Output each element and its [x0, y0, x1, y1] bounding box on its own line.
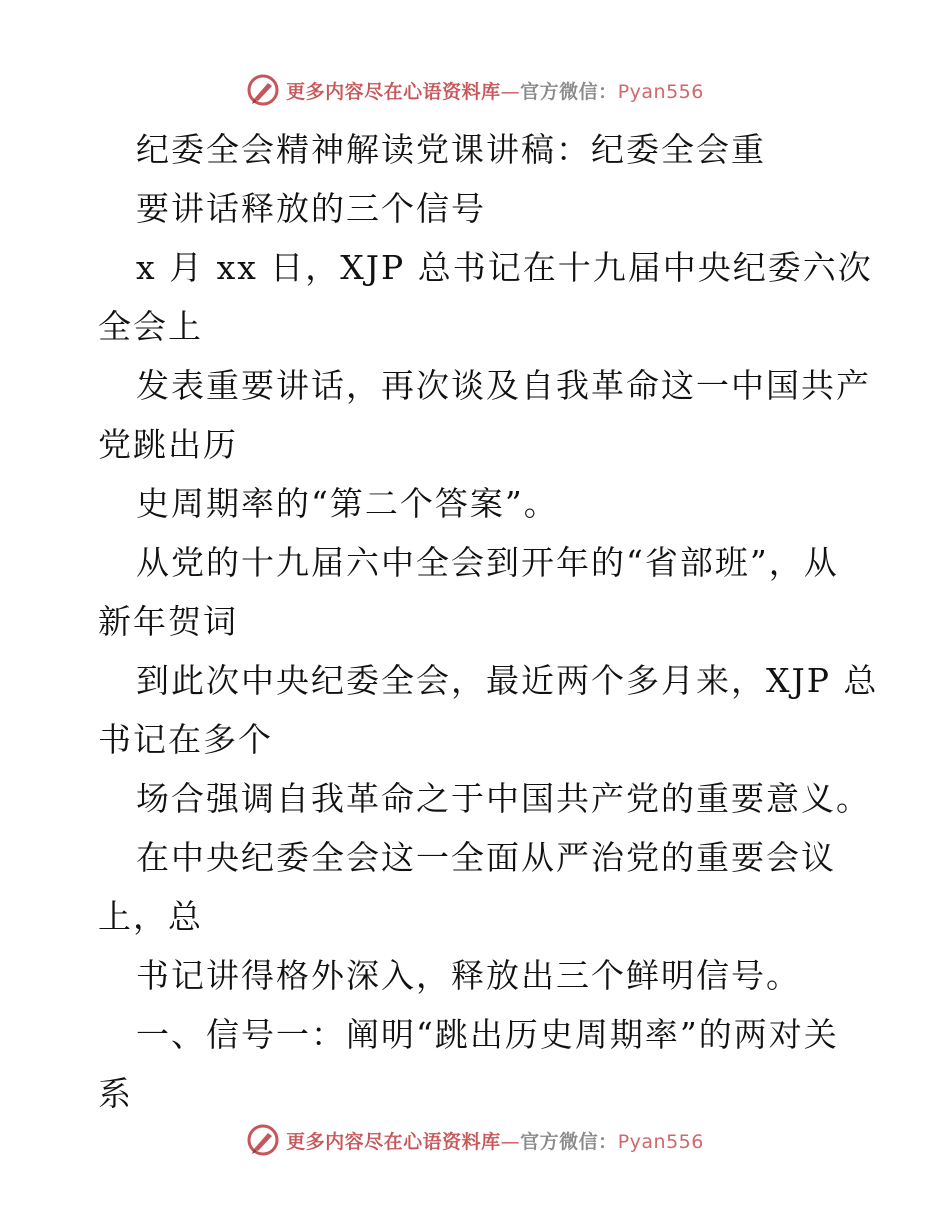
- footer-banner: [0, 1120, 950, 1160]
- banner-text: 更多内容尽在心语资料库—官方微信：Pyan556: [286, 80, 704, 103]
- text-line: 新年贺词: [98, 602, 238, 641]
- text-line: 一、信号一：阐明“跳出历史周期率”的两对关: [136, 1015, 839, 1054]
- text-line: 要讲话释放的三个信号: [136, 189, 486, 228]
- pen-logo-icon: [246, 73, 280, 107]
- text-line: 纪委全会精神解读党课讲稿：纪委全会重: [136, 130, 766, 169]
- text-line: 在中央纪委全会这一全面从严治党的重要会议: [136, 838, 836, 877]
- text-line: 史周期率的“第二个答案”。: [136, 484, 559, 523]
- text-line: 从党的十九届六中全会到开年的“省部班”，从: [136, 543, 839, 582]
- text-line: 场合强调自我革命之于中国共产党的重要意义。: [136, 779, 871, 818]
- banner-text: 更多内容尽在心语资料库—官方微信：Pyan556: [286, 1130, 704, 1153]
- text-line: 到此次中央纪委全会，最近两个多月来，XJP 总: [136, 661, 879, 700]
- text-line: 发表重要讲话，再次谈及自我革命这一中国共产: [136, 366, 871, 405]
- pen-logo-icon: [246, 1123, 280, 1157]
- document-body: [98, 120, 878, 1123]
- text-line: 上，总: [98, 897, 203, 936]
- header-banner: [0, 70, 950, 110]
- text-line: 系: [98, 1074, 133, 1113]
- text-line: x 月 xx 日，XJP 总书记在十九届中央纪委六次: [136, 248, 873, 287]
- text-line: 书记在多个: [98, 720, 273, 759]
- text-line: 全会上: [98, 307, 203, 346]
- text-line: 书记讲得格外深入，释放出三个鲜明信号。: [136, 956, 801, 995]
- text-line: 党跳出历: [98, 425, 238, 464]
